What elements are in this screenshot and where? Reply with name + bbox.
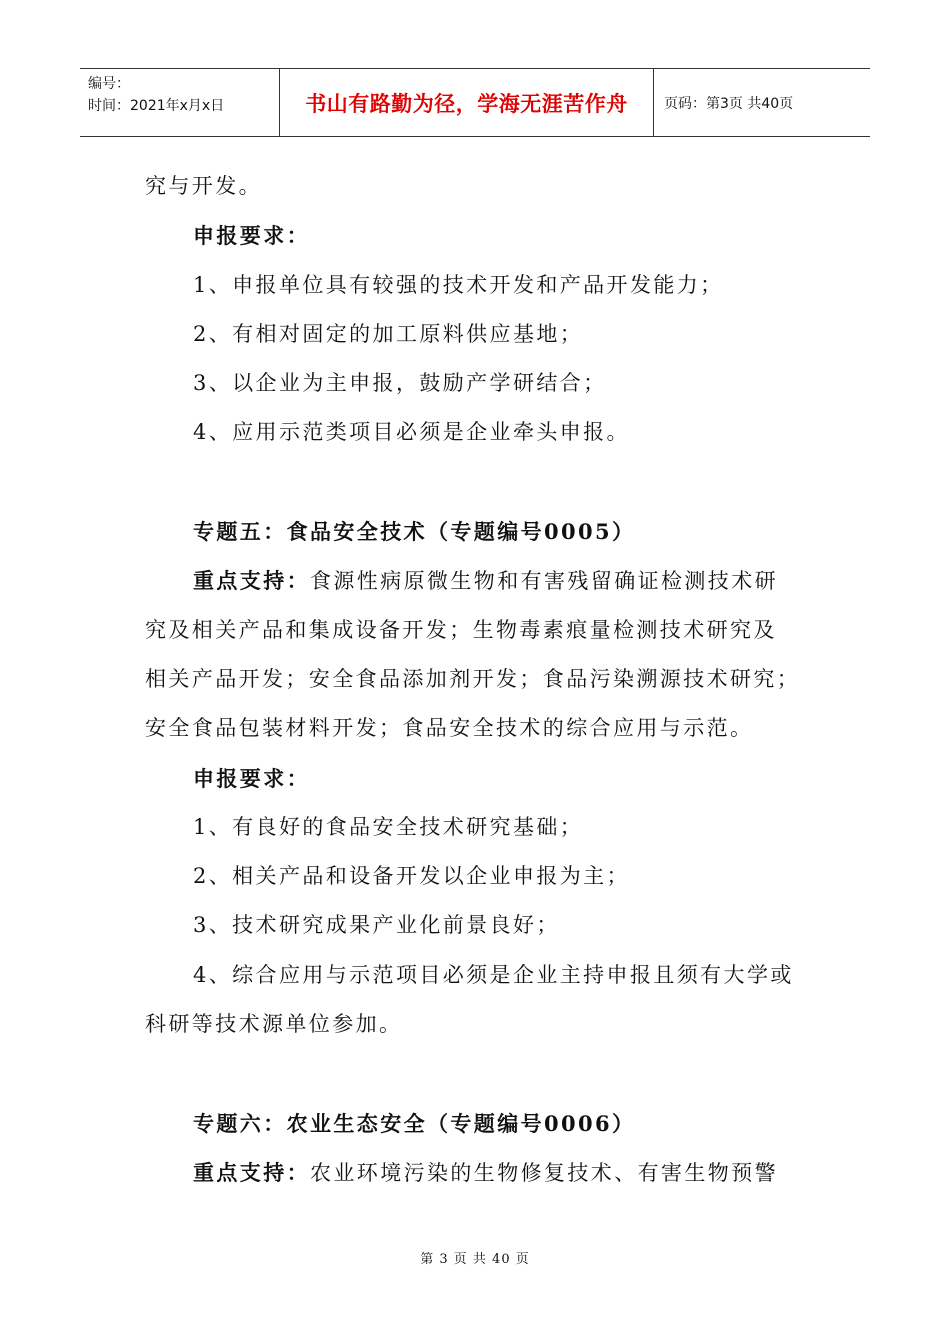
doc-number-label: 编号： (88, 76, 130, 92)
topic-heading: 专题五：食品安全技术（专题编号0005） (193, 519, 636, 545)
spacer (145, 1049, 815, 1098)
list-item: 3、技术研究成果产业化前景良好； (193, 913, 560, 938)
key-support-label: 重点支持： (193, 1159, 310, 1185)
list-item: 4、应用示范类项目必须是企业牵头申报。 (193, 420, 630, 445)
section-heading: 申报要求： (193, 765, 310, 791)
spacer (145, 458, 815, 507)
key-support-text: 食源性病原微生物和有害残留确证检测技术研 (310, 569, 778, 594)
paragraph-line: 相关产品开发；安全食品添加剂开发；食品污染溯源技术研究； (145, 666, 801, 691)
key-support-text: 农业环境污染的生物修复技术、有害生物预警 (310, 1160, 778, 1185)
paragraph-line: 科研等技术源单位参加。 (145, 1012, 403, 1037)
topic-heading: 专题六：农业生态安全（专题编号0006） (193, 1110, 636, 1136)
list-item: 4、综合应用与示范项目必须是企业主持申报且须有大学或 (193, 962, 794, 987)
header-page-number: 页码：第3页 共40页 (664, 95, 794, 112)
header-motto: 书山有路勤为径，学海无涯苦作舟 (280, 69, 654, 136)
paragraph-line (145, 1148, 815, 1197)
paragraph-line: 究与开发。 (145, 174, 262, 198)
list-item: 2、有相对固定的加工原料供应基地； (193, 321, 584, 346)
list-item: 3、以企业为主申报，鼓励产学研结合； (193, 371, 607, 396)
paragraph-line: 究及相关产品和集成设备开发；生物毒素痕量检测技术研究及 (145, 617, 777, 642)
document-body (145, 162, 815, 1197)
key-support-label: 重点支持： (193, 568, 310, 594)
header-meta (80, 69, 280, 136)
doc-time-label: 时间：2021年x月x日 (88, 98, 225, 114)
page-header (80, 68, 870, 137)
list-item: 1、申报单位具有较强的技术开发和产品开发能力； (193, 272, 724, 297)
list-item: 2、相关产品和设备开发以企业申报为主； (193, 864, 630, 889)
page-footer: 第 3 页 共 40 页 (420, 1252, 530, 1267)
section-heading: 申报要求： (193, 223, 310, 249)
list-item: 1、有良好的食品安全技术研究基础； (193, 814, 584, 839)
paragraph-line: 安全食品包装材料开发；食品安全技术的综合应用与示范。 (145, 716, 754, 741)
paragraph-line (145, 556, 815, 605)
